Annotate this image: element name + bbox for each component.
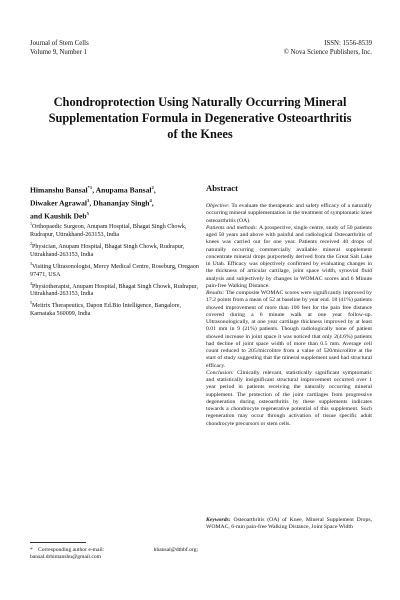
section-text: The composite WOMAC scores were significantly improved by 17.2 points from a mean of 52 at baseline by year end. 18 (41%) patients showed improvement of more than 100 feet for the pain free distance covered during a 6 minute walk at one year follow-up. Ultrasonologically, at one year cartilage thickness improved by at least 0.01 mm in 9 (21%) patients. Though radiologically none of patient showed increase in joint space it was noticed that only 2(4.6%) patients had decline of joint space width of more than 0.5 mm. Average cell count reduced to 205/microlitre from a value of 520/microlitre at the start of study suggesting that the mineral supplement used had structural efficacy.	[206, 290, 372, 369]
author-separator: ,	[92, 185, 96, 195]
footnote-label: Corresponding author e-mail:	[38, 547, 105, 553]
article-title	[22, 94, 378, 142]
affiliation-text: Physiotherapist, Anupam Hospital, Bhagat Singh Chowk, Rudrapur, Uttrakhand-263153, India	[30, 283, 198, 298]
abstract-section	[206, 225, 372, 290]
author-name: Dhananjay Singh	[93, 198, 150, 208]
affiliation-list	[30, 220, 200, 319]
affiliation-mark: 4	[30, 280, 32, 286]
publisher-header	[248, 40, 372, 57]
author-name: Diwaker Agrawal	[30, 198, 88, 208]
abstract-section	[206, 290, 372, 370]
abstract-section	[206, 370, 372, 428]
author-mark: 4	[149, 198, 152, 204]
author-name: Anupama Bansal	[95, 185, 152, 195]
affiliation-text: Physician, Anupam Hospital, Bhagat Singh Chowk, Rudrapur, Uttrakhand-263153, India	[30, 243, 185, 258]
author-name: Kaushik Deb	[44, 211, 87, 221]
title-line: Chondroprotection Using Naturally Occurring Mineral	[53, 95, 347, 109]
author-mark: *1	[87, 185, 93, 190]
keywords	[206, 517, 372, 532]
author-mark: 2	[151, 185, 154, 190]
author-list	[30, 183, 198, 222]
journal-header	[30, 40, 89, 57]
section-text: A prospective, single centre, study of 50 patients aged 50 years and above with painful and radiological Osteoarthritis of knees was carried out for one year. Patients received 40 drops of naturally occurring commercially available mineral supplement concentrate mineral drops purportedly derived from the Great Salt Lake in Utah. Efficacy was objectively confirmed by evaluating changes in the thickness of articular cartilage, joint space width, synovial fluid analysis and subjectively by changes in WOMAC scores and 6 Minute pain-free Walking Distance.	[206, 224, 372, 289]
abstract-heading: Abstract	[206, 183, 238, 193]
affiliation-mark: 2	[30, 240, 32, 246]
title-line: Supplementation Formula in Degenerative Osteoarthritis	[48, 111, 352, 125]
affiliation	[30, 220, 200, 240]
author-line	[30, 183, 198, 196]
section-label: Conclusion:	[206, 369, 234, 376]
title-line: of the Knees	[167, 127, 233, 141]
affiliation	[30, 260, 200, 280]
author-separator: ,	[89, 198, 94, 208]
abstract-section	[206, 203, 372, 225]
abstract-body	[206, 203, 372, 428]
journal-volume: Volume 9, Number 1	[30, 48, 87, 56]
journal-name: Journal of Stem Cells	[30, 40, 89, 47]
section-label: Results:	[206, 290, 225, 296]
email-link[interactable]: hbansal@dthbf.org;	[153, 547, 198, 553]
author-mark: 3	[87, 198, 90, 204]
keywords-label: Keywords:	[206, 517, 231, 523]
section-text: To evaluate the therapeutic and safety efficacy of a naturally occurring mineral supplementation in the treatment of symptomatic knee osteoarthritis (OA).	[206, 203, 372, 224]
footnote-mark: *	[30, 547, 33, 553]
affiliation-text: Visiting Ultrasonologist, Mercy Medical Centre, Roseburg, Oregaon 97471, USA	[30, 263, 199, 278]
author-line	[30, 196, 198, 209]
corresponding-author-footnote	[30, 547, 198, 561]
author-separator: ,	[153, 185, 156, 195]
issn: ISSN: 1556-8539	[324, 40, 372, 47]
section-text: Clinically relevant, statistically significant symptomatic and statistically insignificant structural improvement occurred over 1 year period in patients receiving the naturally occurring mineral supplement. The protection of the joint cartilages from progressive degeneration during osteoarthritis by these supplements indicates towards a chondrocyte regenerative potential of this supplement. Such regeneration may occur through activation of tissue specific adult chondrocyte precursors or stem cells.	[206, 369, 372, 427]
footnote-row	[30, 547, 198, 554]
affiliation-text: Orthopaedic Surgeon, Anupam Hospital, Bhagat Singh Chowk, Rudrapur, Uttrakhand-263153, India	[30, 224, 187, 238]
section-label: Patients and methods:	[206, 224, 258, 231]
publisher: © Nova Science Publishers, Inc.	[283, 48, 372, 56]
email-link[interactable]: bansal.drhimanshu@gmail.com	[30, 554, 102, 561]
affiliation-text: Meitrix Therapeutics, Dapon Ed.Bio Intelligence, Bangalore, Karnataka 560099, India	[30, 303, 181, 318]
author-separator: ,	[151, 198, 154, 208]
affiliation-mark: 1	[30, 221, 32, 226]
keywords-text: Osteoarthritis (OA) of Knee, Mineral Supplement Drops, WOMAC, 6-min pain-free Walking Distance, Joint Space Width	[206, 517, 372, 531]
footnote-rule	[30, 542, 86, 543]
affiliation	[30, 240, 200, 260]
affiliation	[30, 299, 200, 319]
affiliation-mark: 3	[30, 260, 32, 266]
affiliation	[30, 280, 200, 300]
author-and: and	[30, 211, 45, 221]
author-mark: 5	[86, 211, 89, 217]
author-name: Himanshu Bansal	[30, 185, 88, 195]
affiliation-mark: 5	[30, 300, 32, 306]
section-label: Objective:	[206, 203, 230, 209]
